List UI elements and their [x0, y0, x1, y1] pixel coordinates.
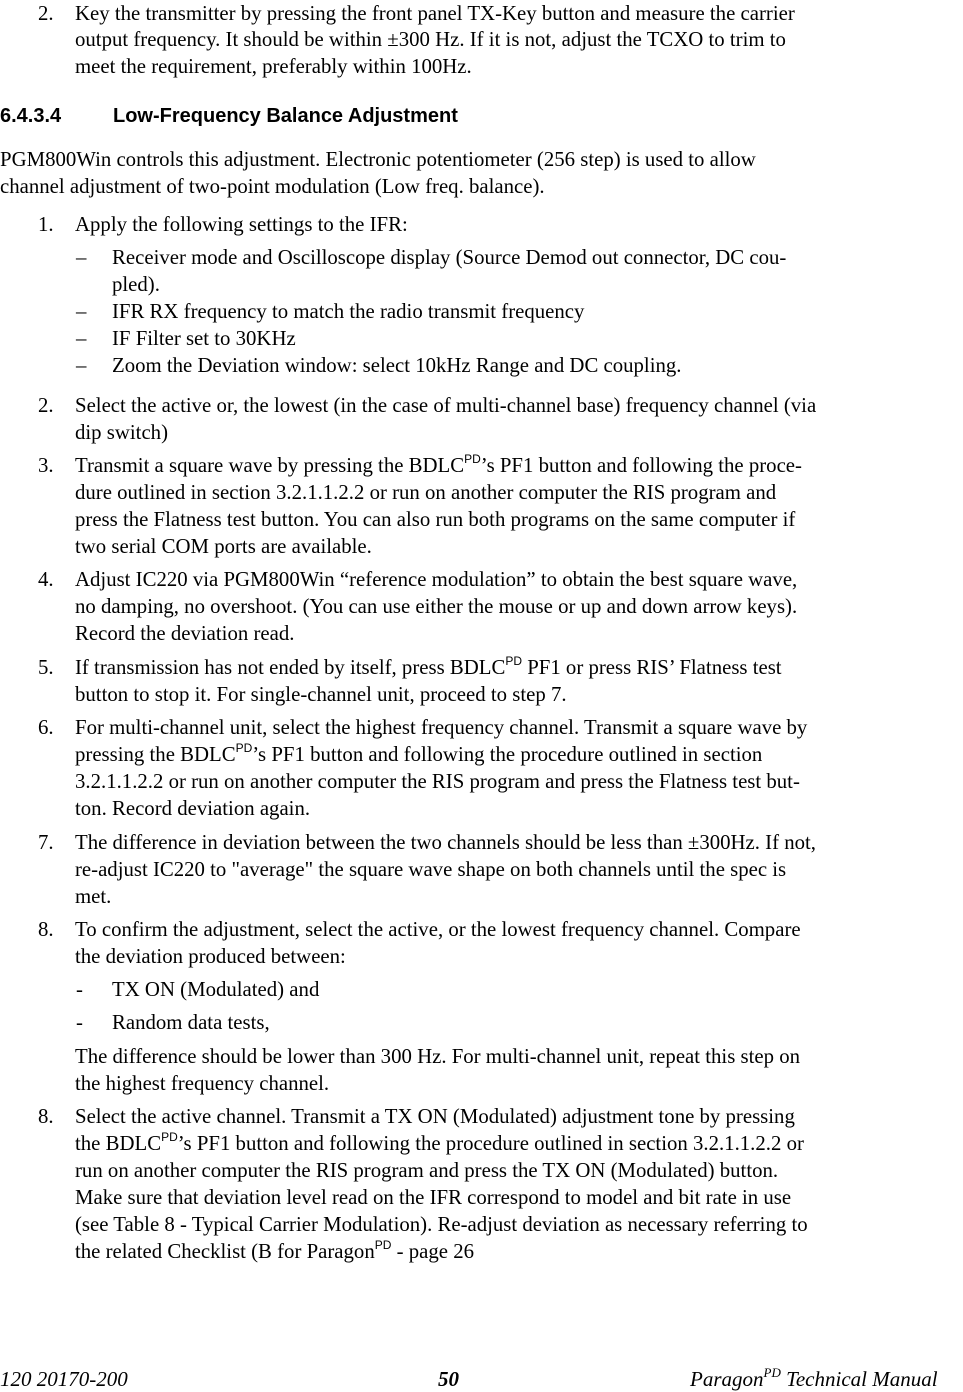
- superscript: PD: [374, 1238, 392, 1252]
- text-line: Record the deviation read.: [75, 622, 295, 645]
- text-line: Key the transmitter by pressing the front panel TX-Key button and measure the carrier: [75, 2, 795, 25]
- brand-name: Paragon: [690, 1367, 764, 1391]
- bullet-dash: –: [76, 246, 87, 269]
- text-line: To confirm the adjustment, select the active, or the lowest frequency channel. Compare: [75, 918, 801, 941]
- superscript: PD: [505, 654, 522, 668]
- text-fragment: pressing the BDLC: [75, 743, 236, 766]
- text-line: 3.2.1.1.2.2 or run on another computer the RIS program and press the Flatness test but-: [75, 770, 800, 793]
- text-fragment: the related Checklist (B for Paragon: [75, 1240, 375, 1263]
- text-line: dip switch): [75, 421, 168, 444]
- text-fragment: PF1 or press RIS’ Flatness test: [522, 656, 782, 679]
- step-number: 3.: [38, 454, 54, 477]
- text-line: channel adjustment of two-point modulation (Low freq. balance).: [0, 175, 545, 198]
- step-number: 6.: [38, 716, 54, 739]
- page-number: 50: [438, 1367, 459, 1391]
- text-line: IF Filter set to 30KHz: [112, 327, 296, 350]
- section-number: 6.4.3.4: [0, 105, 62, 127]
- text-line: no damping, no overshoot. (You can use either the mouse or up and down arrow keys).: [75, 595, 798, 618]
- text-line: the highest frequency channel.: [75, 1072, 330, 1095]
- manual-title: [690, 1366, 938, 1392]
- bullet-dash: -: [76, 1011, 83, 1034]
- text-line: The difference in deviation between the two channels should be less than ±300Hz. If not,: [75, 831, 817, 854]
- superscript: PD: [161, 1130, 178, 1144]
- step-number: 5.: [38, 656, 54, 679]
- text-line: Receiver mode and Oscilloscope display (Source Demod out connector, DC cou-: [112, 246, 787, 269]
- text-line: output frequency. It should be within ±300 Hz. If it is not, adjust the TCXO to trim to: [75, 28, 786, 51]
- text-fragment: ’s PF1 button and following the proce-: [480, 454, 802, 477]
- text-line: IFR RX frequency to match the radio transmit frequency: [112, 300, 585, 323]
- text-line: ton. Record deviation again.: [75, 797, 311, 820]
- text-fragment: the BDLC: [75, 1132, 162, 1155]
- bullet-dash: –: [76, 327, 87, 350]
- text-line: the deviation produced between:: [75, 945, 346, 968]
- step-number: 1.: [38, 213, 54, 236]
- step-number: 8.: [38, 918, 54, 941]
- step-number: 7.: [38, 831, 54, 854]
- text-line: two serial COM ports are available.: [75, 535, 372, 558]
- text-fragment: If transmission has not ended by itself, press BDLC: [75, 656, 506, 679]
- text-line: (see Table 8 - Typical Carrier Modulation). Re-adjust deviation as necessary referring to: [75, 1213, 808, 1236]
- step-number: 2.: [38, 2, 54, 25]
- bullet-dash: –: [76, 300, 87, 323]
- text-line: button to stop it. For single-channel unit, proceed to step 7.: [75, 683, 567, 706]
- text-fragment: - page 26: [391, 1240, 474, 1263]
- text-line: dure outlined in section 3.2.1.1.2.2 or run on another computer the RIS program and: [75, 481, 777, 504]
- section-title: Low-Frequency Balance Adjustment: [113, 105, 458, 127]
- text-line: Random data tests,: [112, 1011, 270, 1034]
- document-number: 120 20170-200: [0, 1367, 128, 1391]
- text-line: For multi-channel unit, select the highest frequency channel. Transmit a square wave by: [75, 716, 808, 739]
- text-line: Zoom the Deviation window: select 10kHz Range and DC coupling.: [112, 354, 682, 377]
- text-line: Select the active channel. Transmit a TX ON (Modulated) adjustment tone by pressing: [75, 1105, 795, 1128]
- bullet-dash: –: [76, 354, 87, 377]
- text-line: pled).: [112, 273, 160, 296]
- text-line: TX ON (Modulated) and: [112, 978, 320, 1001]
- text-line: re-adjust IC220 to "average" the square wave shape on both channels until the spec is: [75, 858, 787, 881]
- manual-suffix: Technical Manual: [780, 1367, 938, 1391]
- text-line: The difference should be lower than 300 Hz. For multi-channel unit, repeat this step on: [75, 1045, 800, 1068]
- text-fragment: ’s PF1 button and following the procedure outlined in section 3.2.1.1.2.2 or: [177, 1132, 804, 1155]
- bullet-dash: -: [76, 978, 83, 1001]
- text-line: meet the requirement, preferably within 100Hz.: [75, 55, 472, 78]
- superscript: PD: [464, 452, 481, 466]
- text-fragment: Transmit a square wave by pressing the BDLC: [75, 454, 465, 477]
- text-line: Apply the following settings to the IFR:: [75, 213, 408, 236]
- text-line: Select the active or, the lowest (in the case of multi-channel base) frequency channel (via: [75, 394, 817, 417]
- text-line: PGM800Win controls this adjustment. Electronic potentiometer (256 step) is used to allow: [0, 148, 756, 171]
- step-number: 2.: [38, 394, 54, 417]
- text-line: met.: [75, 885, 112, 908]
- text-line: press the Flatness test button. You can also run both programs on the same computer if: [75, 508, 796, 531]
- brand-superscript: PD: [763, 1365, 781, 1380]
- text-fragment: ’s PF1 button and following the procedure outlined in section: [252, 743, 763, 766]
- text-line: Make sure that deviation level read on the IFR correspond to model and bit rate in use: [75, 1186, 792, 1209]
- text-line: [75, 741, 762, 768]
- superscript: PD: [235, 741, 253, 755]
- text-line: Adjust IC220 via PGM800Win “reference modulation” to obtain the best square wave,: [75, 568, 798, 591]
- step-number: 4.: [38, 568, 54, 591]
- text-line: [75, 1238, 474, 1265]
- text-line: run on another computer the RIS program and press the TX ON (Modulated) button.: [75, 1159, 779, 1182]
- text-line: [75, 654, 782, 681]
- text-line: [75, 1130, 804, 1157]
- step-number: 8.: [38, 1105, 54, 1128]
- text-line: [75, 452, 802, 479]
